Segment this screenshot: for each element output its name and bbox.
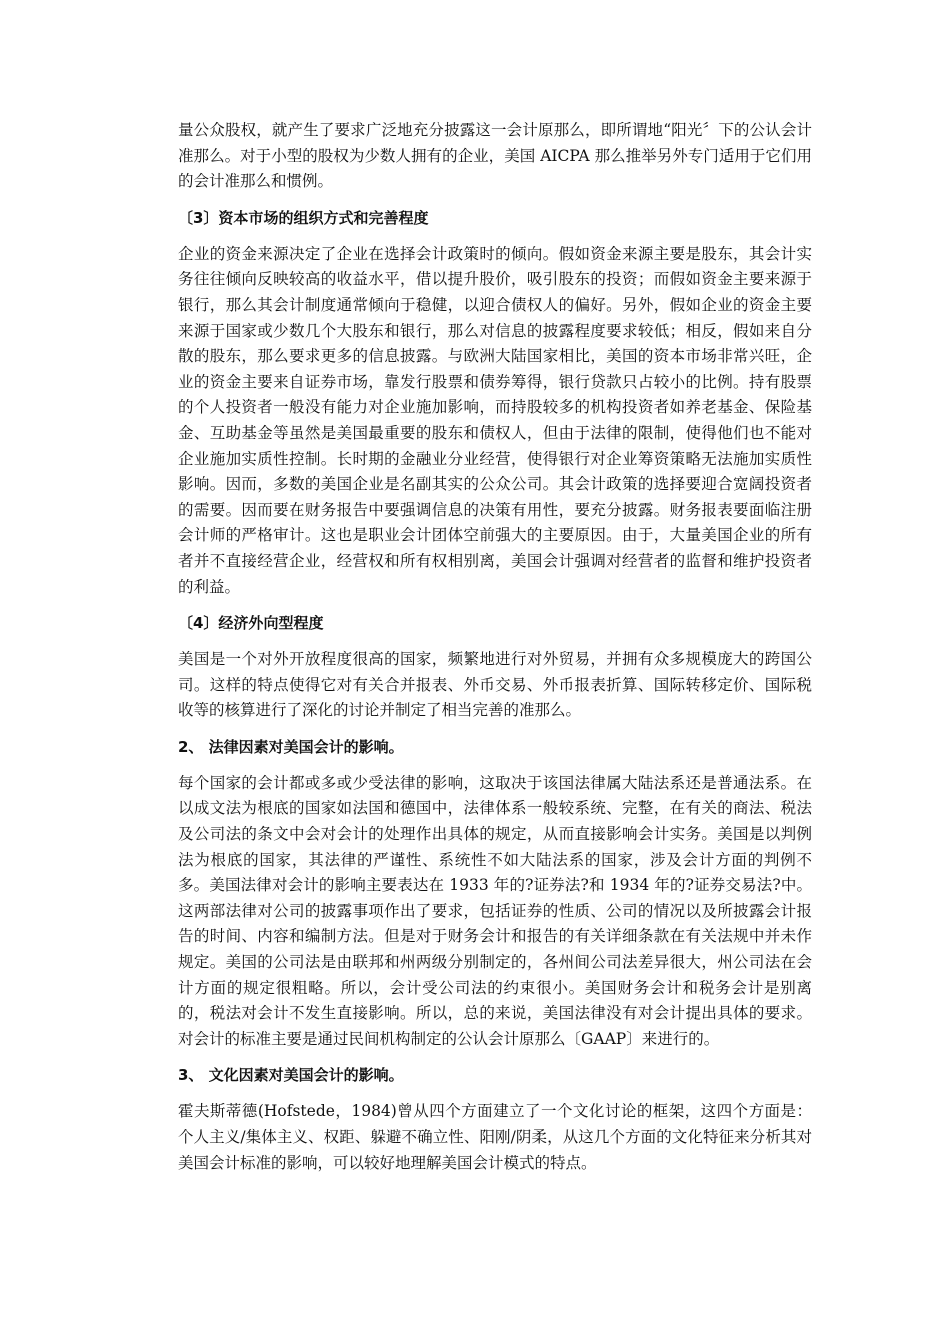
paragraph-gaap-public-disclosure: 量公众股权，就产生了要求广泛地充分披露这一会计原那么，即所谓地“阳光〞下的公认会计准那么。对于小型的股权为少数人拥有的企业，美国 AICPA 那么推举另外专门适用于它们用的会计准那么和惯例。 [178, 121, 812, 191]
paragraph-capital-market: 企业的资金来源决定了企业在选择会计政策时的倾向。假如资金来源主要是股东，其会计实务往往倾向反映较高的收益水平，借以提升股价，吸引股东的投资；而假如资金主要来源于银行，那么其会计制度通常倾向于稳健，以迎合债权人的偏好。另外，假如企业的资金主要来源于国家或少数几个大股东和银行，那么对信息的披露程度要求较低；相反，假如来自分散的股东，那么要求更多的信息披露。与欧洲大陆国家相比，美国的资本市场非常兴旺，企业的资金主要来自证券市场，靠发行股票和债券筹得，银行贷款只占较小的比例。持有股票的个人投资者一般没有能力对企业施加影响，而持股较多的机构投资者如养老基金、保险基金、互助基金等虽然是美国最重要的股东和债权人，但由于法律的限制，使得他们也不能对企业施加实质性控制。长时期的金融业分业经营，使得银行对企业筹资策略无法施加实质性影响。因而，多数的美国企业是名副其实的公众公司。其会计政策的选择要迎合宽阔投资者的需要。因而要在财务报告中要强调信息的决策有用性，要充分披露。财务报表要面临注册会计师的严格审计。这也是职业会计团体空前强大的主要原因。由于，大量美国企业的所有者并不直接经营企业，经营权和所有权相别离，美国会计强调对经营者的监督和维护投资者的利益。 [178, 244, 812, 596]
paragraph-legal-factors: 每个国家的会计都或多或少受法律的影响，这取决于该国法律属大陆法系还是普通法系。在以成文法为根底的国家如法国和德国中，法律体系一般较系统、完整，在有关的商法、税法及公司法的条文中会对会计的处理作出具体的规定，从而直接影响会计实务。美国是以判例法为根底的国家，其法律的严谨性、系统性不如大陆法系的国家，涉及会计方面的判例不多。美国法律对会计的影响主要表达在 1933 年的?证券法?和 1934 年的?证券交易法?中。这两部法律对公司的披露事项作出了要求，包括证券的性质、公司的情况以及所披露会计报告的时间、内容和编制方法。但是对于财务会计和报告的有关详细条款在有关法规中并未作规定。美国的公司法是由联邦和州两级分别制定的，各州间公司法差异很大，州公司法在会计方面的规定很粗略。所以，会计受公司法的约束很小。美国财务会计和税务会计是别离的，税法对会计不发生直接影响。所以，总的来说，美国法律没有对会计提出具体的要求。对会计的标准主要是通过民间机构制定的公认会计原那么〔GAAP〕来进行的。 [178, 773, 812, 1048]
heading-legal-factors: 2、 法律因素对美国会计的影响。 [178, 737, 404, 756]
heading-capital-market: 〔3〕资本市场的组织方式和完善程度 [178, 208, 429, 227]
heading-cultural-factors: 3、 文化因素对美国会计的影响。 [178, 1066, 404, 1085]
heading-external-orientation: 〔4〕经济外向型程度 [178, 614, 324, 633]
document-page [178, 118, 812, 1187]
paragraph-cultural-factors: 霍夫斯蒂德(Hofstede，1984)曾从四个方面建立了一个文化讨论的框架，这四个方面是：个人主义/集体主义、权距、躲避不确立性、阳刚/阴柔，从这几个方面的文化特征来分析其对美国会计标准的影响，可以较好地理解美国会计模式的特点。 [178, 1102, 812, 1172]
paragraph-external-orientation: 美国是一个对外开放程度很高的国家，频繁地进行对外贸易，并拥有众多规模庞大的跨国公司。这样的特点使得它对有关合并报表、外币交易、外币报表折算、国际转移定价、国际税收等的核算进行了深化的讨论并制定了相当完善的准那么。 [178, 650, 812, 720]
